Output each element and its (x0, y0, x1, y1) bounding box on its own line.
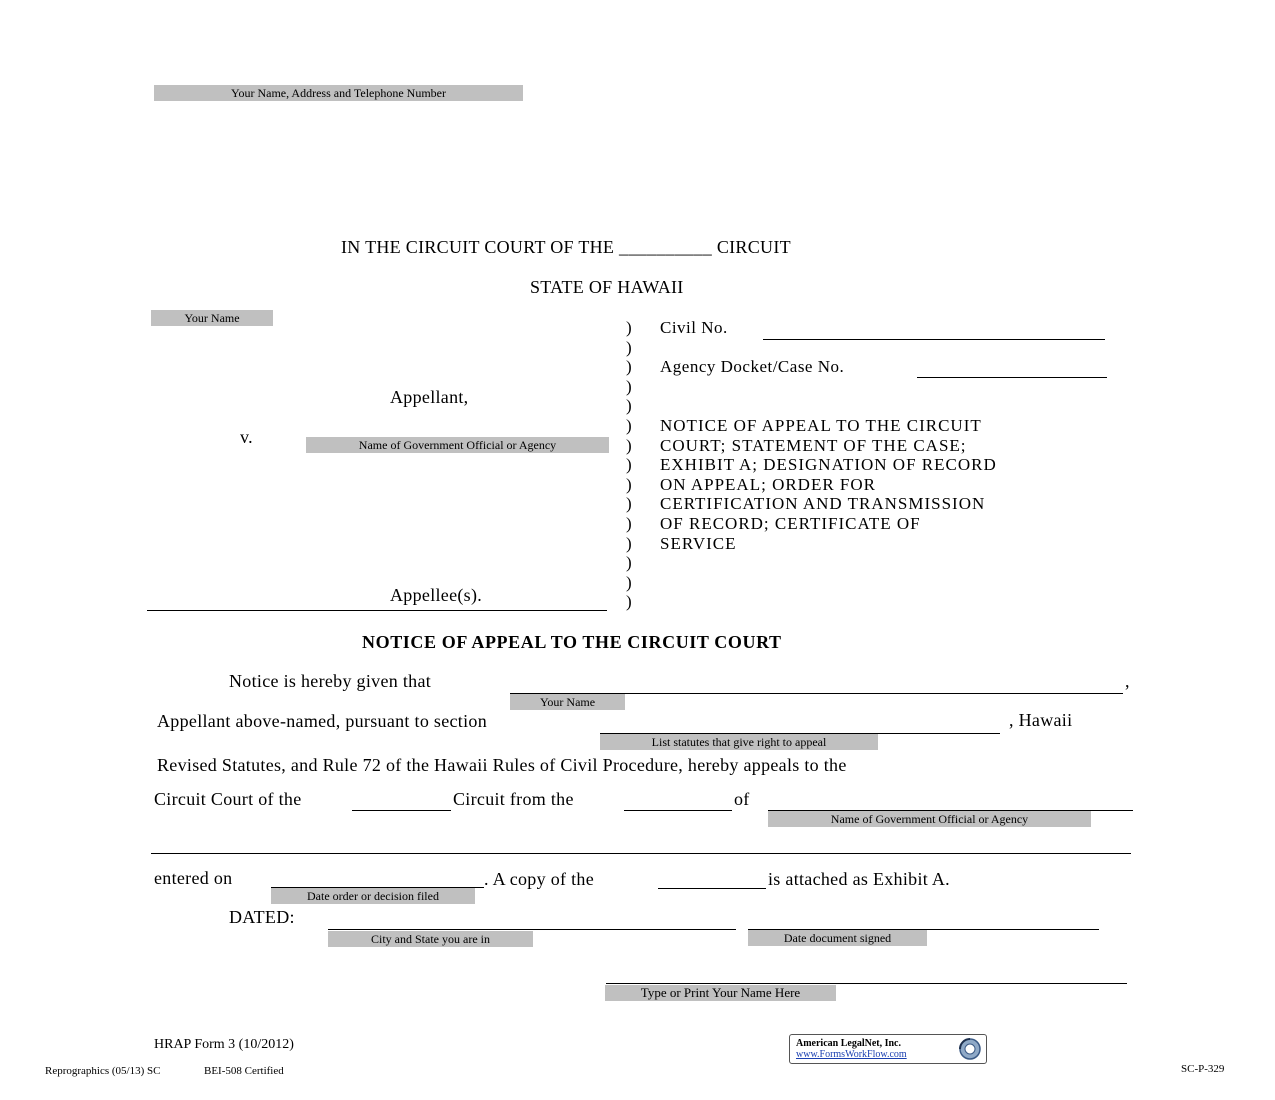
body-line2-post: , Hawaii (1009, 710, 1073, 730)
caption-bottom-rule (147, 610, 607, 611)
body-line2-text: Appellant above-named, pursuant to section (157, 711, 488, 731)
city-state-hint[interactable]: City and State you are in (328, 931, 533, 947)
body-line1-comma: , (1125, 671, 1130, 691)
copy-of-line[interactable] (658, 888, 766, 889)
versus-label: v. (240, 427, 253, 447)
appellant-label: Appellant, (390, 387, 469, 407)
caption-title-line: EXHIBIT A; DESIGNATION OF RECORD (660, 455, 997, 475)
body-line5-a: entered on (154, 868, 233, 888)
form-code: SC-P-329 (1181, 1063, 1225, 1075)
paren: ) (626, 436, 632, 455)
paren: ) (626, 592, 632, 611)
appellee-name-field[interactable]: Name of Government Official or Agency (306, 437, 609, 453)
paren: ) (626, 455, 632, 474)
paren: ) (626, 377, 632, 396)
name-address-phone-field[interactable]: Your Name, Address and Telephone Number (154, 85, 523, 101)
body-line1-text: Notice is hereby given that (229, 671, 432, 691)
statutes-hint[interactable]: List statutes that give right to appeal (600, 734, 878, 750)
caption-title-line: COURT; STATEMENT OF THE CASE; (660, 435, 967, 455)
signature-line[interactable] (606, 983, 1127, 984)
paren: ) (626, 514, 632, 533)
paren: ) (626, 416, 632, 435)
body-line5-b: . A copy of the (484, 869, 594, 889)
certified-note: BEI-508 Certified (204, 1065, 284, 1077)
body-line4-c: of (734, 789, 750, 809)
logo-company-name: American LegalNet, Inc. (796, 1038, 901, 1049)
paren: ) (626, 573, 632, 592)
agency-docket-label: Agency Docket/Case No. (660, 357, 845, 376)
caption-document-title (660, 416, 997, 553)
body-line4-b: Circuit from the (453, 789, 574, 809)
date-filed-hint[interactable]: Date order or decision filed (271, 888, 475, 904)
caption-title-line: CERTIFICATION AND TRANSMISSION (660, 494, 986, 514)
city-state-line[interactable] (328, 929, 736, 930)
court-heading-post: CIRCUIT (712, 237, 791, 257)
paren: ) (626, 494, 632, 513)
court-heading-line2: STATE OF HAWAII (530, 277, 684, 297)
american-legalnet-logo[interactable] (789, 1034, 987, 1064)
court-heading-line1 (341, 237, 791, 258)
body-line3-text: Revised Statutes, and Rule 72 of the Hawaii Rules of Civil Procedure, hereby appeals to the (157, 755, 847, 775)
agency-docket-field[interactable] (917, 377, 1107, 378)
paren: ) (626, 396, 632, 415)
agency-hint[interactable]: Name of Government Official or Agency (768, 811, 1091, 827)
caption-title-line: NOTICE OF APPEAL TO THE CIRCUIT (660, 416, 982, 435)
dated-label: DATED: (229, 907, 295, 927)
caption-title-line: ON APPEAL; ORDER FOR (660, 474, 877, 494)
notice-heading: NOTICE OF APPEAL TO THE CIRCUIT COURT (362, 632, 782, 652)
paren: ) (626, 475, 632, 494)
decision-type-line[interactable] (624, 810, 732, 811)
reprographics-note: Reprographics (05/13) SC (45, 1065, 161, 1077)
paren: ) (626, 338, 632, 357)
form-id: HRAP Form 3 (10/2012) (154, 1037, 294, 1052)
body-line4-a: Circuit Court of the (154, 789, 302, 809)
appellant-name-field[interactable]: Your Name (151, 310, 273, 326)
caption-title-line: OF RECORD; CERTIFICATE OF (660, 513, 921, 533)
appellant-name-hint[interactable]: Your Name (510, 694, 625, 710)
continuation-line[interactable] (151, 853, 1131, 854)
paren: ) (626, 553, 632, 572)
circuit-blank: __________ (619, 237, 713, 257)
logo-url-link[interactable]: www.FormsWorkFlow.com (796, 1049, 907, 1060)
circuit-number-line[interactable] (352, 810, 451, 811)
appellee-label: Appellee(s). (390, 585, 483, 605)
paren: ) (626, 534, 632, 553)
paren: ) (626, 357, 632, 376)
civil-no-field[interactable] (763, 339, 1105, 340)
civil-no-label: Civil No. (660, 318, 728, 337)
print-name-hint[interactable]: Type or Print Your Name Here (605, 985, 836, 1001)
court-heading-pre: IN THE CIRCUIT COURT OF THE (341, 237, 620, 257)
caption-title-line: SERVICE (660, 533, 737, 553)
date-signed-hint[interactable]: Date document signed (748, 930, 927, 946)
body-line5-c: is attached as Exhibit A. (768, 869, 950, 889)
paren: ) (626, 318, 632, 337)
globe-icon (957, 1037, 983, 1061)
